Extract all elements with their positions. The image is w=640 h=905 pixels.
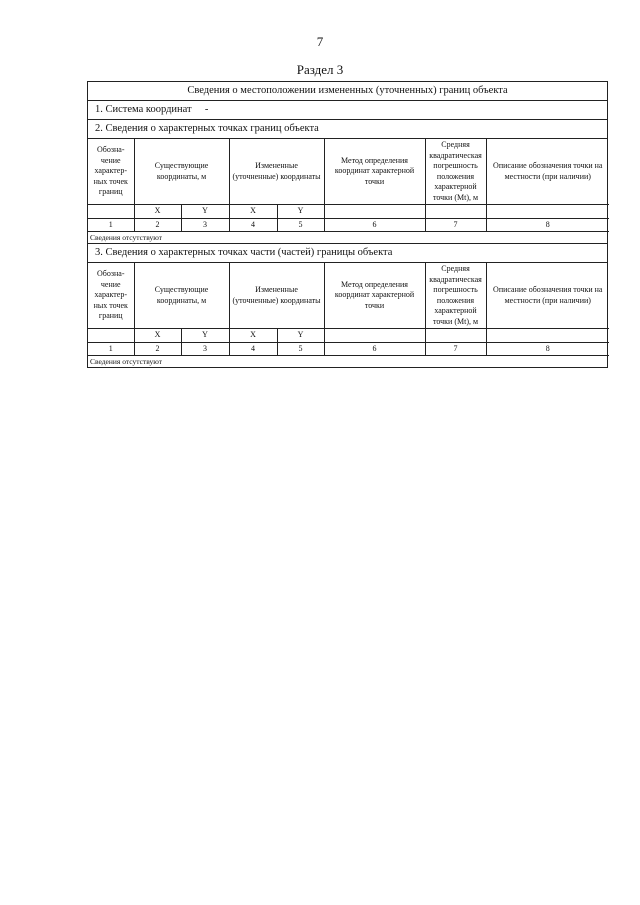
header-x: X (229, 205, 277, 219)
header-y: Y (277, 205, 324, 219)
header-existing-coords: Существующие координаты, м (134, 139, 229, 205)
column-number: 4 (229, 342, 277, 356)
column-number: 7 (425, 218, 486, 232)
header-x: X (134, 329, 181, 343)
table2-points (88, 263, 609, 356)
coord-system-value: - (204, 104, 209, 115)
column-number: 2 (134, 218, 181, 232)
column-number: 8 (486, 342, 609, 356)
column-number: 6 (324, 218, 425, 232)
table-header-row (88, 263, 609, 329)
column-number: 6 (324, 342, 425, 356)
column-number: 3 (181, 342, 229, 356)
coord-system-row (88, 101, 607, 120)
column-number: 4 (229, 218, 277, 232)
table-cell (88, 329, 134, 343)
header-description: Описание обозначения точки на местности (при наличии) (486, 263, 609, 329)
table-cell (486, 329, 609, 343)
table-cell (324, 329, 425, 343)
coord-system-label: 1. Система координат (95, 104, 192, 115)
column-number: 5 (277, 342, 324, 356)
column-number: 1 (88, 218, 134, 232)
table-header-row (88, 139, 609, 205)
table1-title: 2. Сведения о характерных точках границ объекта (88, 120, 607, 139)
column-number: 3 (181, 218, 229, 232)
column-number: 5 (277, 218, 324, 232)
header-method: Метод определения координат характерной точки (324, 263, 425, 329)
header-designation: Обозна-чение характер-ных точек границ (88, 139, 134, 205)
header-method: Метод определения координат характерной точки (324, 139, 425, 205)
header-description: Описание обозначения точки на местности (при наличии) (486, 139, 609, 205)
header-changed-coords: Измененные (уточненные) координаты (229, 139, 324, 205)
column-number-row (88, 342, 609, 356)
page-number: 7 (316, 34, 324, 49)
column-number: 2 (134, 342, 181, 356)
column-number: 1 (88, 342, 134, 356)
header-designation: Обозна-чение характер-ных точек границ (88, 263, 134, 329)
table1-points (88, 139, 609, 232)
table2-absent-note: Сведения отсутствуют (90, 357, 163, 366)
table1-absent-note: Сведения отсутствуют (88, 232, 607, 244)
header-x: X (134, 205, 181, 219)
header-x: X (229, 329, 277, 343)
column-number-row (88, 218, 609, 232)
table-cell (486, 205, 609, 219)
header-y: Y (277, 329, 324, 343)
header-y: Y (181, 329, 229, 343)
header-rms-error: Средняя квадратическая погрешность положения характерной точки (Mt), м (425, 139, 486, 205)
section-3-form (87, 81, 608, 368)
table-subheader-row (88, 329, 609, 343)
header-changed-coords: Измененные (уточненные) координаты (229, 263, 324, 329)
table2-title: 3. Сведения о характерных точках части (частей) границы объекта (88, 244, 607, 263)
header-existing-coords: Существующие координаты, м (134, 263, 229, 329)
table-cell (88, 205, 134, 219)
header-rms-error: Средняя квадратическая погрешность положения характерной точки (Mt), м (425, 263, 486, 329)
table-cell (324, 205, 425, 219)
block-title: Сведения о местоположении измененных (уточненных) границ объекта (88, 82, 607, 101)
table-cell (425, 205, 486, 219)
column-number: 8 (486, 218, 609, 232)
column-number: 7 (425, 342, 486, 356)
section-title: Раздел 3 (296, 62, 344, 77)
header-y: Y (181, 205, 229, 219)
table-cell (425, 329, 486, 343)
table-subheader-row (88, 205, 609, 219)
